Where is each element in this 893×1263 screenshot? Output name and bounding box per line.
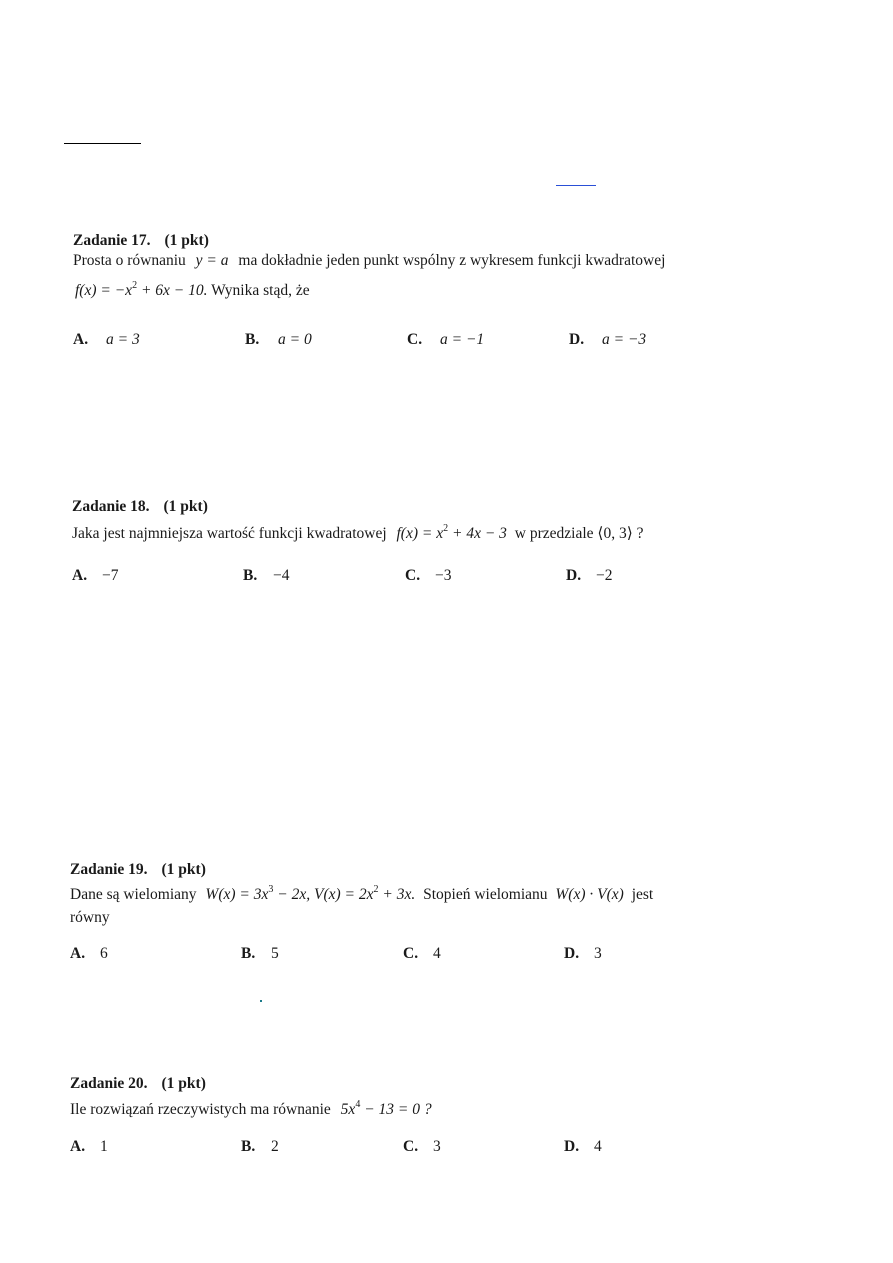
math-expression: f(x) = −x bbox=[75, 282, 133, 299]
stray-dot bbox=[260, 1000, 262, 1002]
math-expression: 5x bbox=[340, 1101, 356, 1118]
answer-option-a: A. 6 bbox=[70, 945, 108, 962]
answer-option-a: A. a = 3 bbox=[73, 331, 140, 348]
answer-option-b: B. −4 bbox=[243, 567, 290, 584]
top-rule bbox=[64, 143, 141, 144]
answer-option-c: C. 3 bbox=[403, 1138, 441, 1155]
math-expression: − 13 = 0 ? bbox=[364, 1101, 432, 1118]
task-text-line-2: $f(x) = -x^2 + 6x - 10$. Wynika stąd, że bbox=[75, 280, 310, 299]
math-expression: − 2x, V(x) = 2x bbox=[277, 886, 374, 903]
task-number: Zadanie 17. bbox=[73, 232, 151, 249]
task-title bbox=[70, 861, 206, 879]
math-expression: y = a bbox=[195, 252, 229, 269]
task-points: (1 pkt) bbox=[161, 861, 206, 878]
answer-option-a: A. −7 bbox=[72, 567, 119, 584]
answer-option-c: C. −3 bbox=[405, 567, 452, 584]
answer-option-a: A. 1 bbox=[70, 1138, 108, 1155]
interval-expression: ⟨0, 3⟩ ? bbox=[597, 525, 644, 542]
math-expression: f(x) = x bbox=[396, 525, 444, 542]
math-expression: + 3x. bbox=[382, 886, 416, 903]
task-text-line-1: Ile rozwiązań rzeczywistych ma równanie $5x^4 - 13 = 0$ ? bbox=[70, 1099, 432, 1118]
task-title bbox=[73, 232, 209, 250]
answer-option-c: C. a = −1 bbox=[407, 331, 485, 348]
answer-option-c: C. 4 bbox=[403, 945, 441, 962]
task-points: (1 pkt) bbox=[163, 498, 208, 515]
task-title bbox=[72, 498, 208, 516]
answer-option-b: B. 2 bbox=[241, 1138, 279, 1155]
task-number: Zadanie 18. bbox=[72, 498, 150, 515]
task-title bbox=[70, 1075, 206, 1093]
answer-option-d: D. −2 bbox=[566, 567, 613, 584]
math-expression: + 4x − 3 bbox=[451, 525, 507, 542]
task-points: (1 pkt) bbox=[164, 232, 209, 249]
math-expression: + 6x − 10. bbox=[140, 282, 208, 299]
task-text-line-1: Jaka jest najmniejsza wartość funkcji kwadratowej $f(x) = x^2 + 4x - 3$ w przedziale ⟨0, 3⟩ ? bbox=[72, 523, 644, 542]
math-expression: W(x) · V(x) bbox=[555, 886, 624, 903]
task-text-line-2: równy bbox=[70, 909, 110, 926]
answer-option-b: B. 5 bbox=[241, 945, 279, 962]
math-expression: W(x) = 3x bbox=[205, 886, 269, 903]
answer-option-b: B. a = 0 bbox=[245, 331, 312, 348]
task-number: Zadanie 19. bbox=[70, 861, 148, 878]
answer-option-d: D. 3 bbox=[564, 945, 602, 962]
answer-option-d: D. a = −3 bbox=[569, 331, 647, 348]
task-points: (1 pkt) bbox=[161, 1075, 206, 1092]
task-number: Zadanie 20. bbox=[70, 1075, 148, 1092]
task-text-line-1: Dane są wielomiany $W(x) = 3x^3 - 2x$, $V(x) = 2x^2 + 3x$. Stopień wielomianu W(x) · V(x) jest bbox=[70, 884, 654, 903]
answer-option-d: D. 4 bbox=[564, 1138, 602, 1155]
task-text-line-1: Prosta o równaniu y = a ma dokładnie jeden punkt wspólny z wykresem funkcji kwadratowej bbox=[73, 252, 666, 269]
link-underline bbox=[556, 185, 596, 186]
